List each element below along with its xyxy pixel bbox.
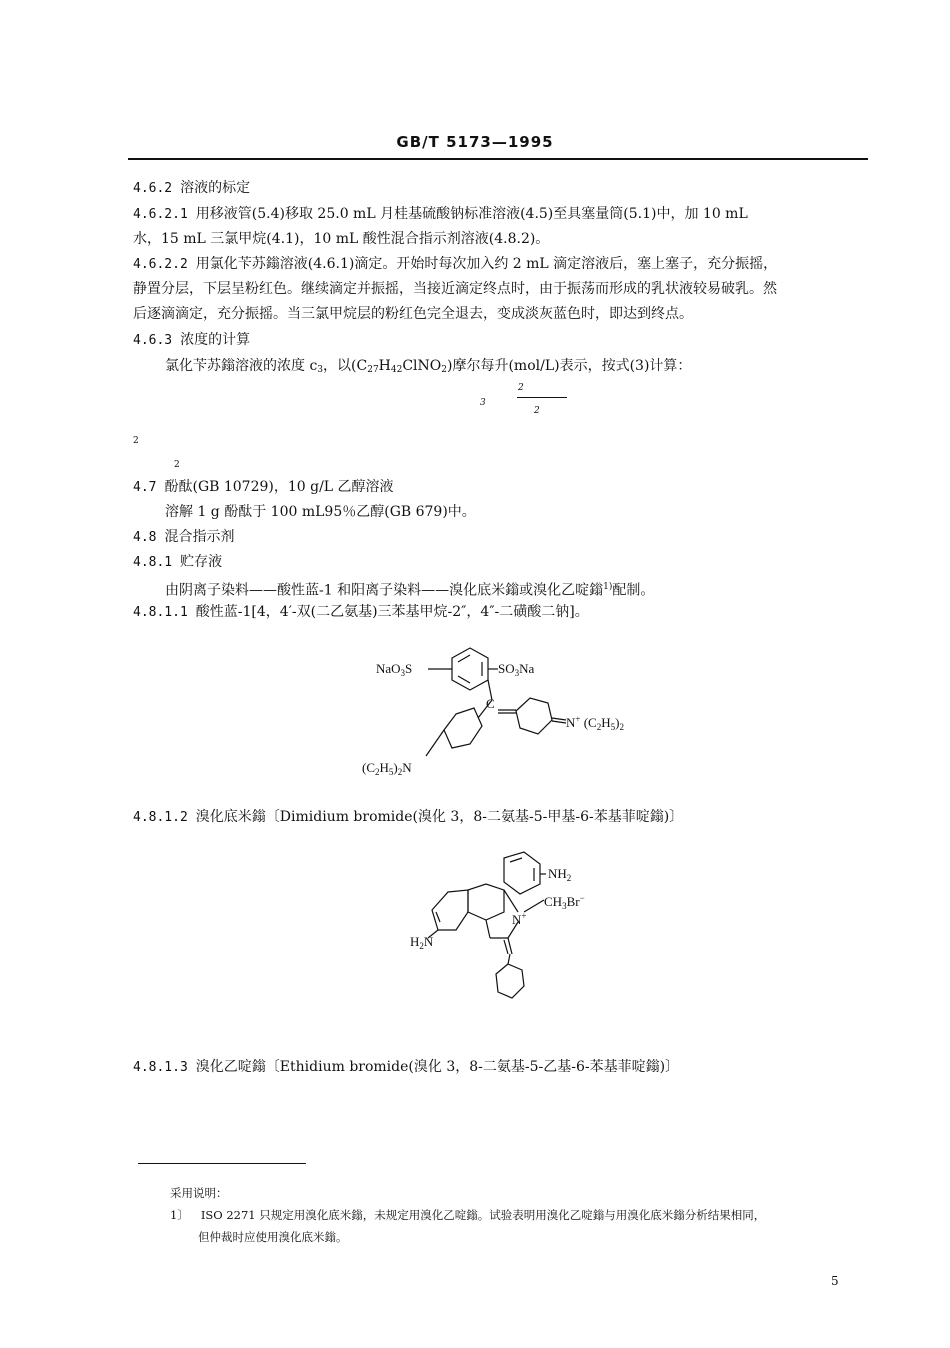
footnote-ref: 1) bbox=[603, 582, 613, 592]
intro-text-b: ，以(C bbox=[323, 358, 368, 374]
section-number: 4.6.2.1 bbox=[133, 207, 188, 222]
where-c2: 2 bbox=[133, 436, 139, 446]
so3na-label: $SO_3Na$ bbox=[498, 661, 535, 678]
ring-middle bbox=[468, 884, 504, 920]
intro-text-a: 氯化苄苏鎓溶液的浓度 c bbox=[165, 358, 318, 374]
formula-lhs: 3 bbox=[480, 398, 486, 408]
section-number: 4.8.1.2 bbox=[133, 810, 188, 825]
n-plus-label: N+ bbox=[512, 911, 527, 927]
body-text-a: 由阴离子染料——酸性蓝-1 和阳离子染料——溴化底米鎓或溴化乙啶鎓 bbox=[165, 582, 604, 599]
nh2-label: $NH_2$ bbox=[548, 866, 572, 883]
intro-text-d: ClNO bbox=[402, 358, 442, 374]
ring-phenyl bbox=[496, 964, 524, 998]
section-number: 4.7 bbox=[133, 480, 157, 495]
intro-text-c: H bbox=[378, 358, 391, 374]
acid-blue-1-structure bbox=[362, 648, 670, 788]
standard-code-header: GB/T 5173—1995 bbox=[396, 133, 554, 151]
section-title: 酚酞(GB 10729)，10 g/L 乙醇溶液 bbox=[164, 479, 394, 495]
section-4-7-body: 溶解 1 g 酚酞于 100 mL95％乙醇(GB 679)中。 bbox=[165, 504, 476, 520]
n-plus-label: N+ $(C_2H_5)_2$ bbox=[566, 714, 624, 732]
section-4-8-1-1 bbox=[133, 603, 589, 622]
section-4-6-2-1-line1 bbox=[133, 205, 748, 224]
formula-numerator: 2 bbox=[518, 383, 524, 393]
section-4-7 bbox=[133, 478, 394, 497]
section-4-8-1 bbox=[133, 553, 222, 572]
footnote-line1 bbox=[170, 1206, 765, 1224]
section-number: 4.8 bbox=[133, 530, 157, 545]
intro-text-e: )摩尔每升(mol/L)表示，按式(3)计算： bbox=[447, 358, 692, 374]
section-title: 溴化底米鎓〔Dimidium bromide(溴化 3，8-二氨基-5-甲基-6-苯基菲啶鎓)〕 bbox=[195, 809, 684, 825]
section-title: 酸性蓝-1[4，4′-双(二乙氨基)三苯基甲烷-2″，4″-二磺酸二钠]。 bbox=[195, 604, 589, 620]
where-v2: 2 bbox=[174, 460, 180, 470]
header-rule bbox=[128, 158, 868, 160]
section-4-6-3 bbox=[133, 331, 250, 350]
section-4-6-2-2-line2: 静置分层，下层呈粉红色。继续滴定并振摇，当接近滴定终点时，由于振荡而形成的乳状液较易破乳。然 bbox=[133, 281, 777, 297]
body-text-b: 配制。 bbox=[612, 582, 655, 599]
footnote-mark: 1〕 bbox=[170, 1208, 189, 1222]
section-4-6-2-2-line1 bbox=[133, 255, 777, 274]
central-carbon-label: C bbox=[486, 696, 495, 711]
page-number: 5 bbox=[831, 1274, 839, 1288]
section-number: 4.8.1.3 bbox=[133, 1060, 188, 1075]
footnote-line2: 但仲裁时应使用溴化底米鎓。 bbox=[198, 1230, 348, 1244]
concentration-intro: 氯化苄苏鎓溶液的浓度 $c_3$，以$(C_{27}H_{42}ClNO_2)$摩尔每升(mol/L)表示，按式(3)计算： bbox=[165, 358, 692, 375]
section-title: 溶液的标定 bbox=[180, 180, 251, 196]
diethylamino-label: $(C_2H_5)_2N$ bbox=[362, 760, 412, 777]
ch3br-label: $CH_3Br^-$ bbox=[544, 893, 585, 911]
formula-denominator: 2 bbox=[534, 406, 540, 416]
section-4-8-1-body bbox=[165, 578, 654, 600]
section-title: 浓度的计算 bbox=[180, 332, 251, 348]
section-title: 混合指示剂 bbox=[164, 529, 235, 545]
fraction-bar bbox=[517, 397, 567, 398]
section-4-8 bbox=[133, 528, 234, 547]
nao3s-label: NaO$_3$S bbox=[376, 661, 413, 678]
footnote-rule bbox=[138, 1163, 306, 1164]
section-4-6-2-2-line3: 后逐滴滴定，充分振摇。当三氯甲烷层的粉红色完全退去，变成淡灰蓝色时，即达到终点。 bbox=[133, 306, 693, 322]
section-number: 4.6.3 bbox=[133, 333, 173, 348]
section-4-6-2-1-line2: 水，15 mL 三氯甲烷(4.1)，10 mL 酸性混合指示剂溶液(4.8.2)。 bbox=[133, 231, 550, 247]
section-4-8-1-3 bbox=[133, 1058, 679, 1077]
ring-top bbox=[452, 648, 488, 690]
ring-right bbox=[516, 698, 552, 734]
section-title: 溴化乙啶鎓〔Ethidium bromide(溴化 3，8-二氨基-5-乙基-6-苯基菲啶鎓)〕 bbox=[195, 1059, 680, 1075]
footnote-text-1: ISO 2271 只规定用溴化底米鎓，未规定用溴化乙啶鎓。试验表明用溴化乙啶鎓与用溴化底米鎓分析结果相同， bbox=[200, 1208, 766, 1222]
ring-left bbox=[432, 890, 468, 930]
section-title: 贮存液 bbox=[180, 554, 223, 570]
section-number: 4.6.2 bbox=[133, 181, 173, 196]
section-number: 4.8.1.1 bbox=[133, 605, 188, 620]
section-number: 4.8.1 bbox=[133, 555, 173, 570]
section-4-8-1-2 bbox=[133, 808, 683, 827]
footnote-heading: 采用说明： bbox=[170, 1186, 228, 1200]
paragraph-text: 用氯化苄苏鎓溶液(4.6.1)滴定。开始时每次加入约 2 mL 滴定溶液后，塞上塞子，充分振摇， bbox=[195, 256, 778, 272]
paragraph-text: 用移液管(5.4)移取 25.0 mL 月桂基硫酸钠标准溶液(4.5)至具塞量筒(5.1)中，加 10 mL bbox=[195, 206, 748, 222]
section-4-6-2 bbox=[133, 179, 250, 198]
section-number: 4.6.2.2 bbox=[133, 257, 188, 272]
dimidium-bromide-structure bbox=[400, 850, 640, 1030]
h2n-label: $H_2N$ bbox=[410, 934, 434, 951]
ring-left bbox=[444, 708, 482, 748]
